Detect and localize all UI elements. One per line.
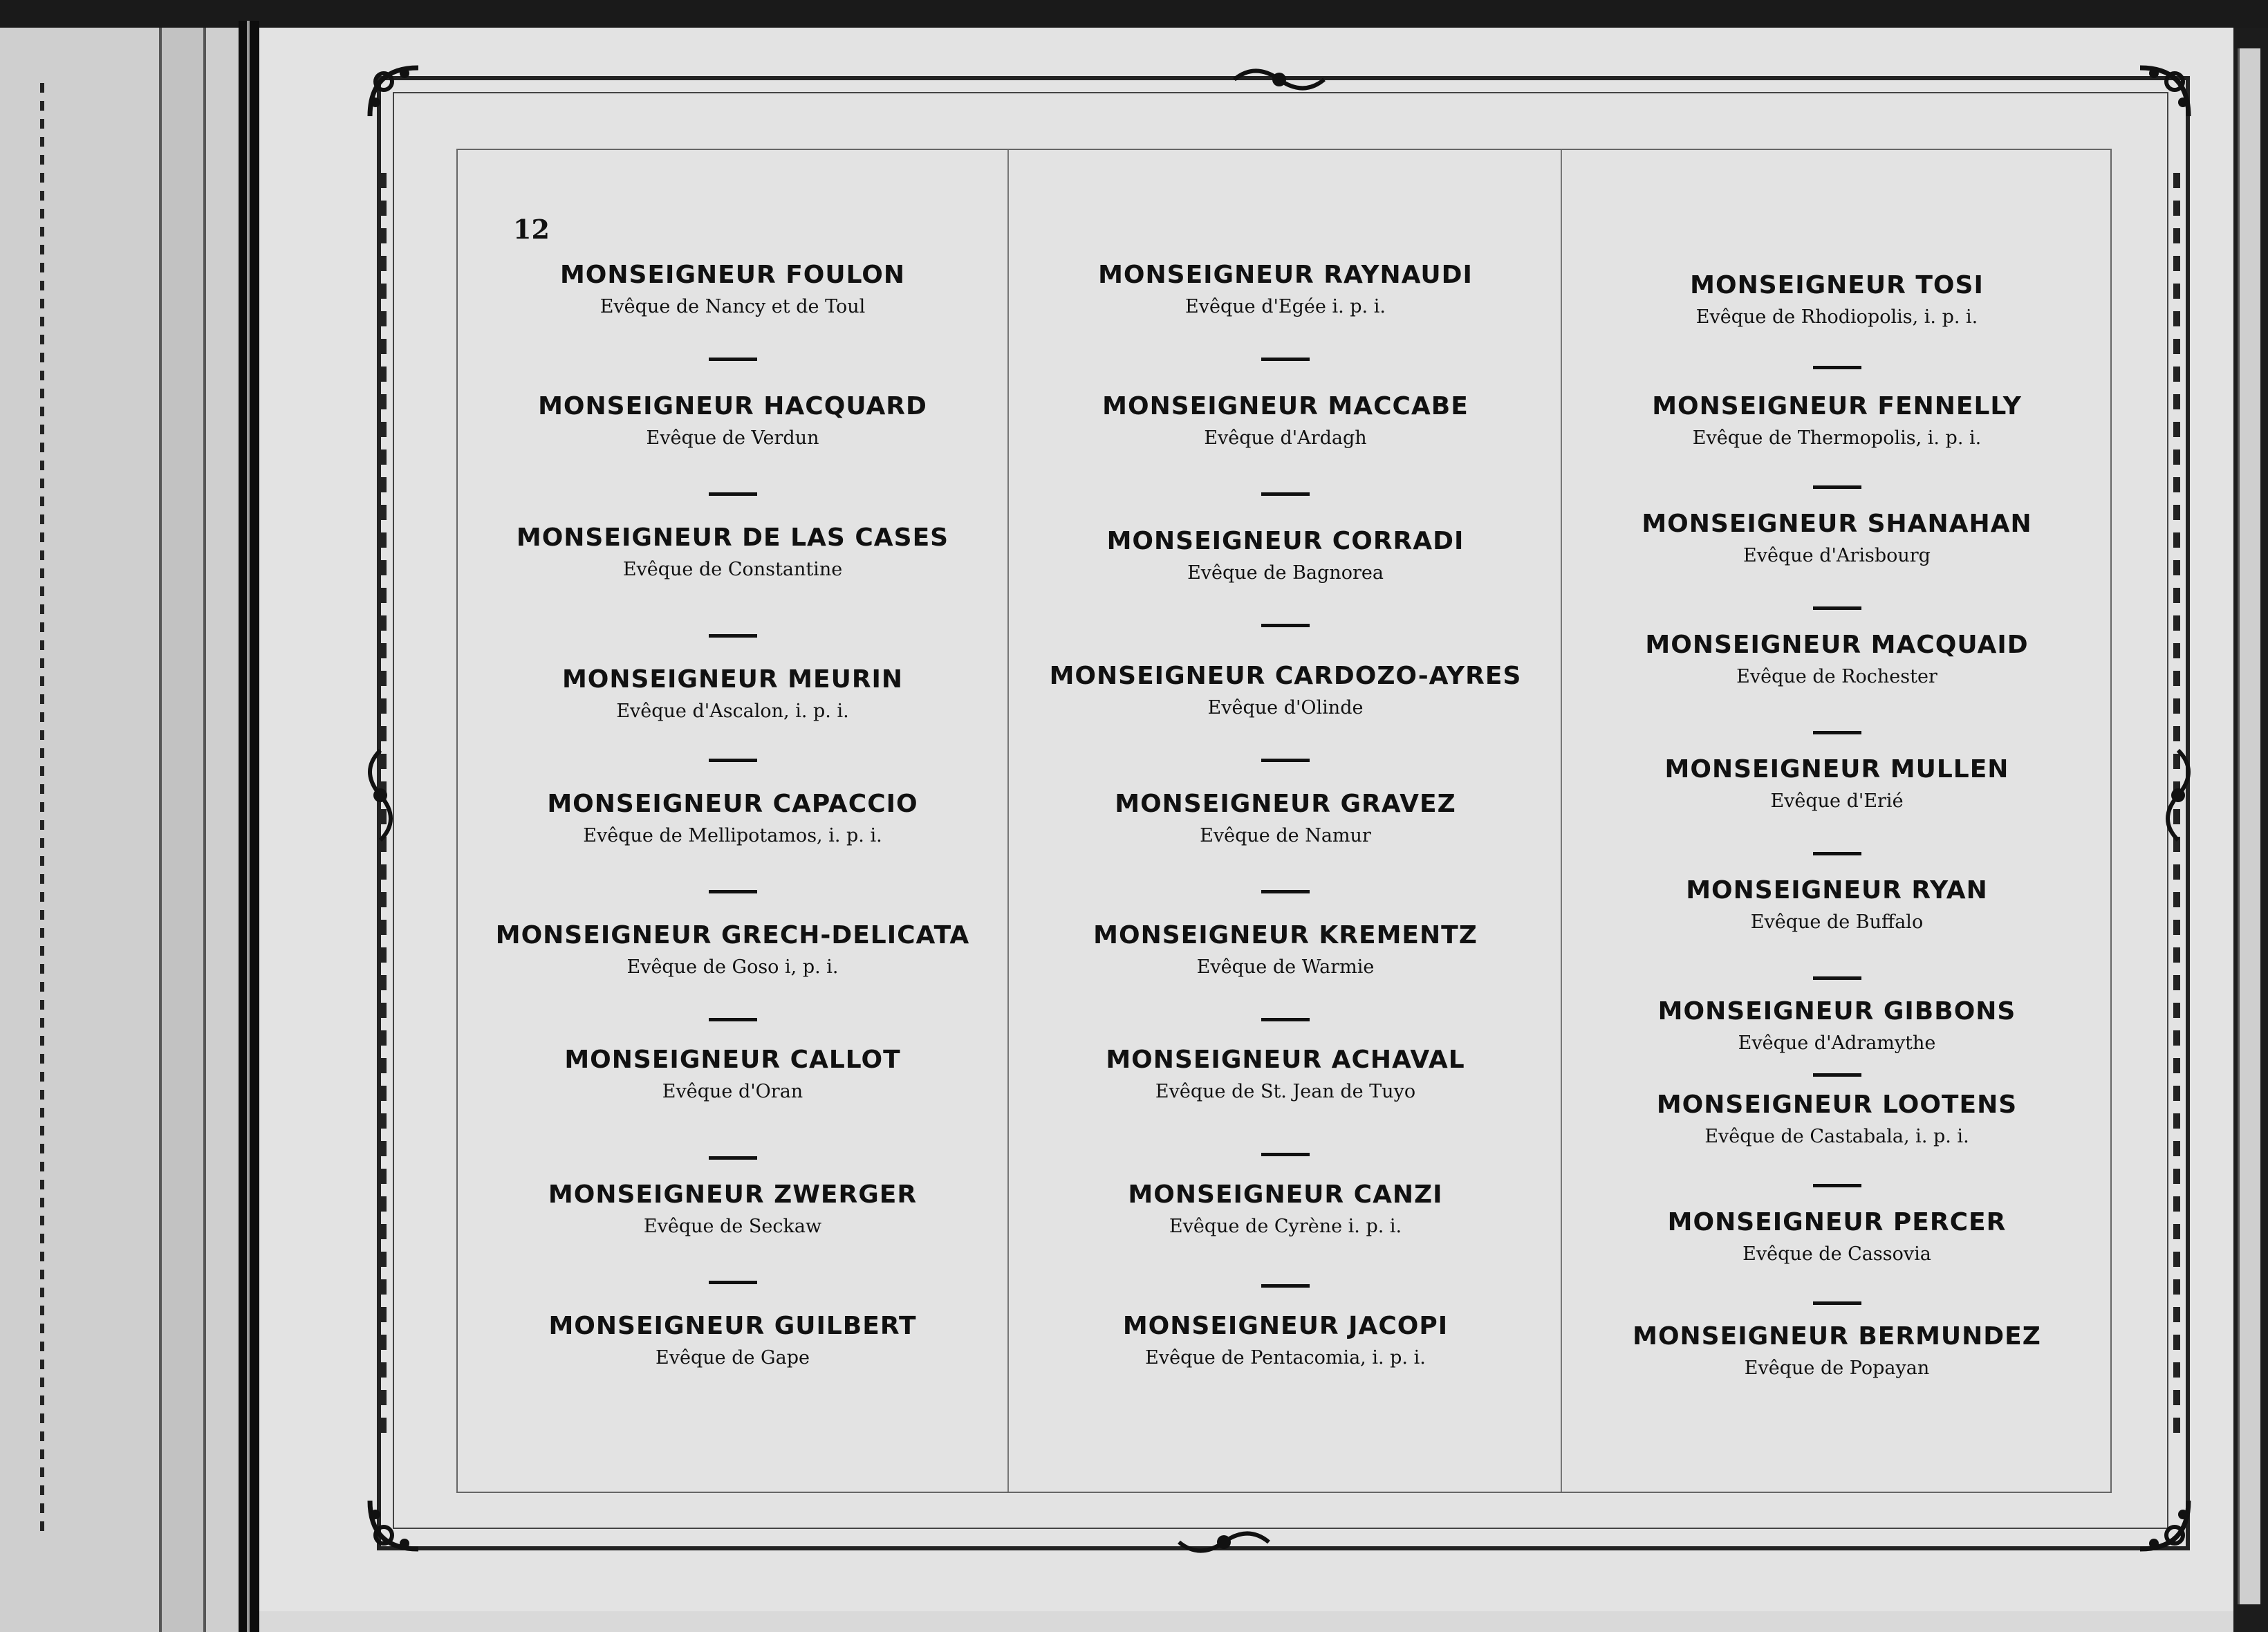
column-3 — [1561, 150, 2112, 1492]
separator-rule — [1813, 1073, 1861, 1077]
bishop-see: Evêque de Gape — [656, 1347, 810, 1369]
corner-flourish-icon — [363, 1494, 425, 1556]
bishop-name: MONSEIGNEUR FOULON — [559, 261, 906, 289]
bishop-name: MONSEIGNEUR LOOTENS — [1656, 1091, 2018, 1119]
bishop-list — [456, 149, 2112, 1493]
bishop-entry — [1009, 921, 1562, 978]
separator-rule — [709, 1281, 757, 1284]
bishop-entry — [458, 1312, 1007, 1369]
separator-rule — [1813, 976, 1861, 980]
bishop-name: MONSEIGNEUR DE LAS CASES — [516, 523, 949, 552]
bishop-name: MONSEIGNEUR ZWERGER — [548, 1180, 918, 1209]
bishop-entry — [1009, 1312, 1562, 1369]
bishop-see: Evêque de Rhodiopolis, i. p. i. — [1695, 306, 1978, 328]
separator-rule — [1813, 1301, 1861, 1305]
bishop-entry — [1562, 1322, 2112, 1379]
separator-rule — [1261, 492, 1310, 496]
separator-rule — [1813, 852, 1861, 855]
bishop-entry — [458, 1180, 1007, 1237]
separator-rule — [709, 1156, 757, 1160]
bishop-name: MONSEIGNEUR CANZI — [1128, 1180, 1443, 1209]
bishop-entry — [458, 665, 1007, 722]
bishop-entry — [458, 392, 1007, 449]
bishop-entry — [458, 921, 1007, 978]
bishop-name: MONSEIGNEUR CALLOT — [564, 1046, 901, 1074]
bishop-name: MONSEIGNEUR SHANAHAN — [1642, 510, 2032, 538]
bishop-entry — [458, 1046, 1007, 1102]
bishop-see: Evêque d'Ascalon, i. p. i. — [616, 701, 849, 722]
top-center-flourish-icon — [1231, 62, 1328, 97]
bishop-entry — [458, 523, 1007, 580]
bishop-see: Evêque de Mellipotamos, i. p. i. — [583, 825, 882, 846]
bishop-name: MONSEIGNEUR RYAN — [1686, 876, 1988, 905]
separator-rule — [1261, 358, 1310, 361]
bishop-name: MONSEIGNEUR TOSI — [1690, 271, 1984, 299]
bishop-see: Evêque d'Olinde — [1207, 697, 1364, 718]
bishop-entry — [458, 790, 1007, 846]
separator-rule — [1813, 366, 1861, 369]
bishop-entry — [458, 261, 1007, 317]
bishop-see: Evêque d'Oran — [662, 1081, 803, 1102]
bishop-name: MONSEIGNEUR GUILBERT — [548, 1312, 917, 1340]
bishop-see: Evêque d'Erié — [1770, 790, 1904, 812]
bishop-see: Evêque de Castabala, i. p. i. — [1704, 1126, 1969, 1147]
bishop-name: MONSEIGNEUR CARDOZO-AYRES — [1049, 662, 1522, 690]
bishop-see: Evêque de St. Jean de Tuyo — [1155, 1081, 1416, 1102]
bishop-entry — [1562, 510, 2112, 566]
bishop-name: MONSEIGNEUR BERMUNDEZ — [1633, 1322, 2041, 1351]
separator-rule — [709, 759, 757, 762]
separator-rule — [1261, 1018, 1310, 1021]
bishop-entry — [1009, 261, 1562, 317]
separator-rule — [709, 358, 757, 361]
bishop-entry — [1562, 271, 2112, 328]
next-page-edge — [2233, 28, 2268, 1632]
bishop-name: MONSEIGNEUR KREMENTZ — [1093, 921, 1478, 949]
bishop-entry — [1562, 997, 2112, 1054]
separator-rule — [1813, 1184, 1861, 1187]
bishop-name: MONSEIGNEUR MACQUAID — [1645, 631, 2029, 659]
separator-rule — [1261, 1153, 1310, 1156]
bishop-entry — [1562, 1208, 2112, 1265]
bishop-name: MONSEIGNEUR HACQUARD — [538, 392, 927, 420]
separator-rule — [1813, 606, 1861, 610]
bishop-entry — [1562, 876, 2112, 933]
separator-rule — [709, 890, 757, 893]
bishop-see: Evêque de Verdun — [646, 427, 819, 449]
separator-rule — [1261, 759, 1310, 762]
column-2 — [1007, 150, 1562, 1492]
book-gutter — [239, 21, 259, 1632]
bishop-see: Evêque de Buffalo — [1750, 911, 1924, 933]
separator-rule — [709, 634, 757, 638]
right-center-flourish-icon — [2157, 747, 2199, 844]
vine-border-ornament — [40, 83, 44, 1535]
separator-rule — [1261, 624, 1310, 627]
bottom-center-flourish-icon — [1175, 1525, 1272, 1559]
bishop-name: MONSEIGNEUR GRECH-DELICATA — [495, 921, 970, 949]
separator-rule — [1261, 1284, 1310, 1288]
bishop-name: MONSEIGNEUR FENNELLY — [1652, 392, 2022, 420]
bishop-see: Evêque d'Arisbourg — [1743, 545, 1931, 566]
bishop-entry — [1009, 1180, 1562, 1237]
bishop-name: MONSEIGNEUR GIBBONS — [1657, 997, 2016, 1026]
bishop-see: Evêque de Warmie — [1196, 956, 1375, 978]
separator-rule — [709, 1018, 757, 1021]
page-fold-strip — [159, 28, 206, 1632]
corner-flourish-icon — [363, 61, 425, 123]
bishop-entry — [1009, 392, 1562, 449]
bishop-entry — [1009, 790, 1562, 846]
bishop-entry — [1009, 1046, 1562, 1102]
bishop-name: MONSEIGNEUR CORRADI — [1106, 527, 1465, 555]
bishop-see: Evêque d'Egée i. p. i. — [1185, 296, 1386, 317]
bishop-entry — [1009, 662, 1562, 718]
bishop-entry — [1562, 1091, 2112, 1147]
bishop-see: Evêque de Rochester — [1736, 666, 1937, 687]
column-1 — [458, 150, 1007, 1492]
bishop-name: MONSEIGNEUR RAYNAUDI — [1098, 261, 1473, 289]
bishop-name: MONSEIGNEUR ACHAVAL — [1106, 1046, 1465, 1074]
separator-rule — [1261, 890, 1310, 893]
bishop-see: Evêque de Pentacomia, i. p. i. — [1145, 1347, 1426, 1369]
bishop-see: Evêque de Cyrène i. p. i. — [1169, 1216, 1402, 1237]
bishop-entry — [1562, 755, 2112, 812]
bishop-see: Evêque de Seckaw — [643, 1216, 822, 1237]
bishop-see: Evêque de Bagnorea — [1187, 562, 1384, 584]
bishop-name: MONSEIGNEUR MEURIN — [561, 665, 904, 694]
bishop-see: Evêque d'Ardagh — [1204, 427, 1367, 449]
bishop-see: Evêque de Cassovia — [1742, 1243, 1931, 1265]
bishop-entry — [1562, 631, 2112, 687]
top-dark-band — [0, 0, 2268, 28]
left-center-flourish-icon — [360, 747, 401, 844]
bishop-name: MONSEIGNEUR MACCABE — [1102, 392, 1469, 420]
bishop-see: Evêque de Constantine — [622, 559, 843, 580]
bishop-entry — [1009, 527, 1562, 584]
bishop-name: MONSEIGNEUR JACOPI — [1122, 1312, 1449, 1340]
bishop-see: Evêque de Popayan — [1744, 1357, 1930, 1379]
bishop-see: Evêque de Nancy et de Toul — [599, 296, 866, 317]
bishop-name: MONSEIGNEUR CAPACCIO — [547, 790, 918, 818]
bishop-see: Evêque d'Adramythe — [1738, 1032, 1936, 1054]
bishop-name: MONSEIGNEUR GRAVEZ — [1115, 790, 1456, 818]
bishop-see: Evêque de Goso i, p. i. — [626, 956, 839, 978]
separator-rule — [1813, 485, 1861, 489]
separator-rule — [709, 492, 757, 496]
previous-page-edge — [0, 28, 241, 1632]
corner-flourish-icon — [2133, 61, 2195, 123]
bishop-see: Evêque de Thermopolis, i. p. i. — [1692, 427, 1982, 449]
bishop-entry — [1562, 392, 2112, 449]
bishop-name: MONSEIGNEUR MULLEN — [1664, 755, 2009, 783]
corner-flourish-icon — [2133, 1494, 2195, 1556]
separator-rule — [1813, 731, 1861, 734]
bishop-see: Evêque de Namur — [1200, 825, 1371, 846]
bishop-name: MONSEIGNEUR PERCER — [1667, 1208, 2007, 1236]
page-number: 12 — [513, 214, 550, 245]
